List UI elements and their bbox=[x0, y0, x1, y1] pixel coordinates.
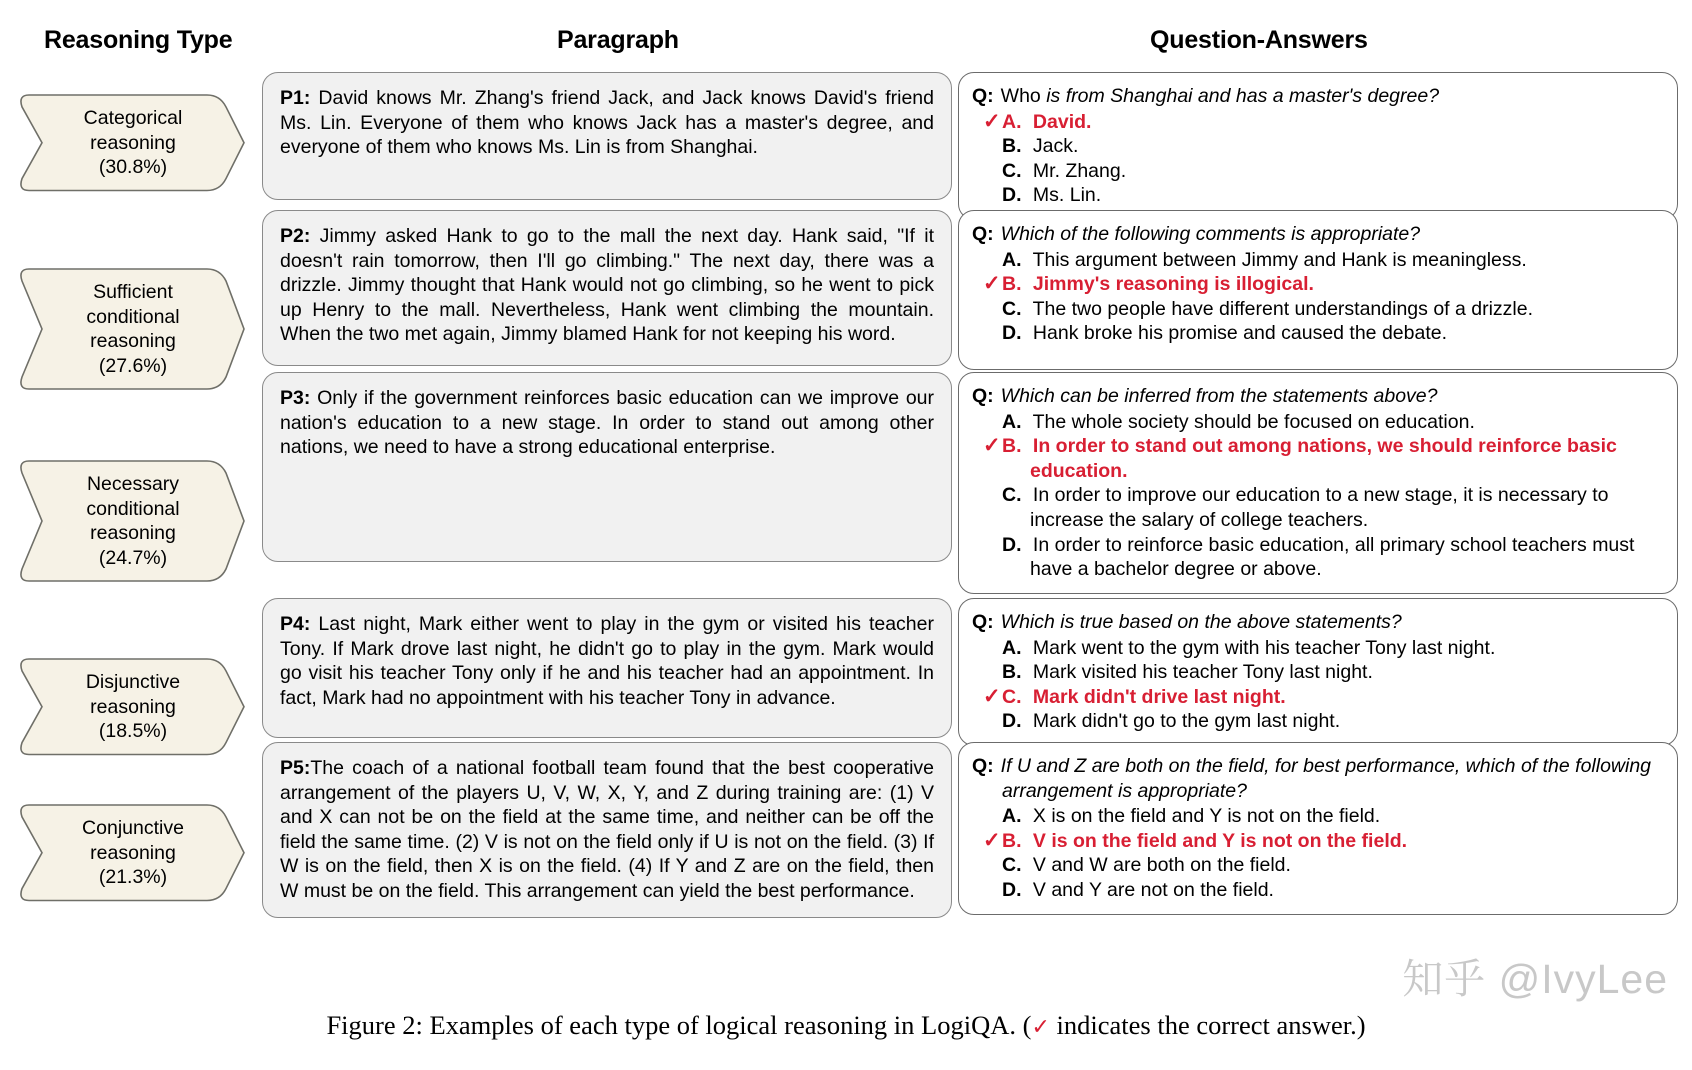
watermark-text: 知乎 @IvyLee bbox=[1402, 956, 1668, 1002]
reasoning-type-badge bbox=[16, 804, 246, 902]
paragraph-text: David knows Mr. Zhang's friend Jack, and Jack knows David's friend Ms. Lin. Everyone of them who knows Jack has a master's degree, and everyone of them who knows Ms. Lin is from Shanghai. bbox=[280, 87, 934, 159]
option-letter: C. bbox=[1002, 297, 1022, 320]
reasoning-type-percent: (30.8%) bbox=[98, 156, 168, 178]
option-letter: B. bbox=[1002, 829, 1022, 852]
option-text: V is on the field and Y is not on the field. bbox=[1027, 829, 1408, 852]
answer-option[interactable] bbox=[972, 804, 1663, 829]
question-line bbox=[972, 754, 1663, 803]
answer-option[interactable] bbox=[972, 878, 1663, 903]
answer-option[interactable] bbox=[972, 183, 1663, 208]
check-icon: ✓ bbox=[1031, 1014, 1050, 1039]
option-text: The whole society should be focused on education. bbox=[1027, 410, 1475, 433]
reasoning-type-label: Necessary conditional reasoning bbox=[86, 473, 180, 544]
option-text: In order to reinforce basic education, all primary school teachers must have a bachelor degree or above. bbox=[1027, 533, 1635, 581]
example-row bbox=[0, 742, 1692, 904]
reasoning-type-cell bbox=[16, 804, 246, 902]
question-answers-cell bbox=[958, 372, 1678, 594]
option-text: This argument between Jimmy and Hank is meaningless. bbox=[1027, 248, 1527, 271]
question-answers-cell bbox=[958, 72, 1678, 220]
reasoning-type-label: Sufficient conditional reasoning bbox=[86, 281, 180, 352]
watermark bbox=[1402, 946, 1668, 1005]
option-text: David. bbox=[1027, 110, 1092, 133]
header-paragraph: Paragraph bbox=[557, 26, 679, 54]
option-text: Mark visited his teacher Tony last night. bbox=[1027, 661, 1373, 684]
option-text: X is on the field and Y is not on the field. bbox=[1027, 805, 1381, 828]
question-marker: Q: bbox=[972, 755, 994, 777]
answer-option-correct[interactable] bbox=[972, 110, 1663, 135]
paragraph-box bbox=[262, 742, 952, 918]
option-letter: C. bbox=[1002, 484, 1022, 507]
reasoning-type-badge bbox=[16, 658, 246, 756]
answer-option[interactable] bbox=[972, 410, 1663, 435]
question-line bbox=[972, 222, 1663, 247]
caption-before: Figure 2: Examples of each type of logical reasoning in LogiQA. ( bbox=[326, 1010, 1032, 1040]
reasoning-type-percent: (18.5%) bbox=[98, 720, 168, 742]
question-answers-cell bbox=[958, 210, 1678, 370]
paragraph-id: P4: bbox=[280, 613, 311, 635]
option-text: The two people have different understandings of a drizzle. bbox=[1027, 297, 1534, 320]
option-letter: C. bbox=[1002, 854, 1022, 877]
option-letter: D. bbox=[1002, 184, 1022, 207]
option-letter: A. bbox=[1002, 248, 1022, 271]
answer-option[interactable] bbox=[972, 297, 1663, 322]
paragraph-box bbox=[262, 210, 952, 366]
reasoning-type-badge bbox=[16, 94, 246, 192]
reasoning-type-cell bbox=[16, 94, 246, 192]
question-line bbox=[972, 84, 1663, 109]
option-text: V and W are both on the field. bbox=[1027, 854, 1291, 877]
answer-option[interactable] bbox=[972, 533, 1663, 582]
paragraph-text: Last night, Mark either went to play in the gym or visited his teacher Tony. If Mark drove last night, he didn't go to play in the gym. Mark would go visit his teacher Tony only if he and his teacher had an appointment. In fact, Mark had no appointment with his teacher Tony in advance. bbox=[280, 613, 934, 709]
question-text: Which is true based on the above statements? bbox=[1000, 611, 1402, 633]
question-line bbox=[972, 610, 1663, 635]
check-icon: ✓ bbox=[983, 434, 1001, 458]
question-text: is from Shanghai and has a master's degree? bbox=[1046, 85, 1440, 107]
option-text: Ms. Lin. bbox=[1027, 184, 1102, 207]
option-letter: A. bbox=[1002, 636, 1022, 659]
option-letter: B. bbox=[1002, 135, 1022, 158]
answer-option-correct[interactable] bbox=[972, 829, 1663, 854]
question-answers-box bbox=[958, 72, 1678, 220]
option-text: In order to improve our education to a new stage, it is necessary to increase the salary of college teachers. bbox=[1027, 484, 1609, 531]
question-answers-cell bbox=[958, 598, 1678, 746]
reasoning-type-label: Conjunctive reasoning bbox=[82, 817, 184, 864]
option-letter: A. bbox=[1002, 110, 1022, 133]
question-answers-box bbox=[958, 372, 1678, 594]
reasoning-type-cell bbox=[16, 460, 246, 582]
option-text: In order to stand out among nations, we should reinforce basic education. bbox=[1027, 435, 1617, 482]
option-text: Jack. bbox=[1027, 135, 1079, 158]
reasoning-type-label: Disjunctive reasoning bbox=[85, 671, 181, 718]
question-line bbox=[972, 384, 1663, 409]
option-letter: A. bbox=[1002, 410, 1022, 433]
question-marker: Q: bbox=[972, 85, 994, 107]
figure-caption bbox=[0, 1010, 1692, 1041]
reasoning-type-percent: (21.3%) bbox=[98, 866, 168, 888]
reasoning-type-cell bbox=[16, 658, 246, 756]
answer-option[interactable] bbox=[972, 483, 1663, 532]
option-letter: D. bbox=[1002, 878, 1022, 901]
paragraph-box bbox=[262, 72, 952, 200]
answer-option[interactable] bbox=[972, 159, 1663, 184]
option-letter: D. bbox=[1002, 533, 1022, 556]
answer-option[interactable] bbox=[972, 248, 1663, 273]
option-text: Mark didn't drive last night. bbox=[1027, 685, 1286, 708]
question-marker: Q: bbox=[972, 223, 994, 245]
question-marker: Q: bbox=[972, 611, 994, 633]
question-marker: Q: bbox=[972, 385, 994, 407]
question-text: If U and Z are both on the field, for best performance, which of the following arrangement is appropriate? bbox=[1000, 755, 1652, 802]
example-row bbox=[0, 210, 1692, 377]
example-row bbox=[0, 372, 1692, 594]
paragraph-cell bbox=[262, 742, 952, 918]
option-letter: D. bbox=[1002, 322, 1022, 345]
answer-option-correct[interactable] bbox=[972, 434, 1663, 483]
paragraph-box bbox=[262, 598, 952, 738]
paragraph-box bbox=[262, 372, 952, 562]
answer-option-correct[interactable] bbox=[972, 685, 1663, 710]
question-answers-cell bbox=[958, 742, 1678, 915]
option-letter: B. bbox=[1002, 661, 1022, 684]
reasoning-type-label: Categorical reasoning bbox=[83, 107, 183, 154]
reasoning-type-percent: (24.7%) bbox=[98, 546, 168, 569]
header-reasoning-type: Reasoning Type bbox=[44, 26, 233, 54]
reasoning-type-badge bbox=[16, 268, 246, 390]
paragraph-text: Jimmy asked Hank to go to the mall the next day. Hank said, "If it doesn't rain tomorrow, then I'll go climbing." The next day, there was a drizzle. Jimmy thought that Hank would not go climbing, so he went to pick up Henry to the mall. Nevertheless, Hank went climbing the mountain. When the two met again, Jimmy blamed Hank for not keeping his word. bbox=[280, 225, 934, 346]
answer-option[interactable] bbox=[972, 134, 1663, 159]
option-text: V and Y are not on the field. bbox=[1027, 878, 1274, 901]
option-letter: B. bbox=[1002, 273, 1022, 296]
paragraph-cell bbox=[262, 72, 952, 200]
check-icon: ✓ bbox=[983, 684, 1001, 708]
option-text: Mr. Zhang. bbox=[1027, 159, 1127, 182]
option-text: Jimmy's reasoning is illogical. bbox=[1027, 273, 1314, 296]
reasoning-type-percent: (27.6%) bbox=[98, 354, 168, 377]
question-answers-box bbox=[958, 598, 1678, 746]
check-icon: ✓ bbox=[983, 272, 1001, 296]
check-icon: ✓ bbox=[983, 109, 1001, 133]
header-question-answers: Question-Answers bbox=[1150, 26, 1368, 54]
answer-option[interactable] bbox=[972, 853, 1663, 878]
question-text: Which of the following comments is appropriate? bbox=[1000, 223, 1421, 245]
check-icon: ✓ bbox=[983, 828, 1001, 852]
paragraph-id: P2: bbox=[280, 225, 311, 247]
paragraph-id: P3: bbox=[280, 387, 311, 409]
option-letter: C. bbox=[1002, 685, 1022, 708]
option-letter: C. bbox=[1002, 159, 1022, 182]
example-row bbox=[0, 598, 1692, 742]
question-lead: Who bbox=[1000, 85, 1047, 107]
option-text: Hank broke his promise and caused the debate. bbox=[1027, 322, 1448, 345]
option-letter: A. bbox=[1002, 805, 1022, 828]
reasoning-type-badge bbox=[16, 460, 246, 582]
reasoning-type-cell bbox=[16, 268, 246, 390]
question-text: Which can be inferred from the statements above? bbox=[1000, 385, 1438, 407]
paragraph-cell bbox=[262, 210, 952, 366]
column-headers bbox=[0, 26, 1692, 66]
paragraph-id: P1: bbox=[280, 87, 311, 109]
caption-after: indicates the correct answer.) bbox=[1049, 1010, 1366, 1040]
option-letter: B. bbox=[1002, 435, 1022, 458]
paragraph-text: Only if the government reinforces basic education can we improve our nation's education to a new stage. In order to stand out among other nations, we need to have a strong educational enterprise. bbox=[280, 387, 934, 459]
paragraph-cell bbox=[262, 598, 952, 738]
paragraph-text: The coach of a national football team found that the best cooperative arrangement of the players U, V, W, X, Y, and Z during training are: (1) V and X can not be on the field at the same time, and neither can be off the field the same time. (2) V is not on the field only if U is not on the field. (3) If W is on the field, then X is on the field. (4) If Y and Z are on the field, then W must be on the field. This arrangement can yield the best performance. bbox=[280, 757, 934, 902]
question-answers-box bbox=[958, 742, 1678, 915]
answer-option[interactable] bbox=[972, 709, 1663, 734]
answer-option-correct[interactable] bbox=[972, 272, 1663, 297]
option-letter: D. bbox=[1002, 710, 1022, 733]
answer-option[interactable] bbox=[972, 660, 1663, 685]
answer-option[interactable] bbox=[972, 636, 1663, 661]
question-answers-box bbox=[958, 210, 1678, 370]
option-text: Mark didn't go to the gym last night. bbox=[1027, 710, 1341, 733]
option-text: Mark went to the gym with his teacher Tony last night. bbox=[1027, 636, 1496, 659]
answer-option[interactable] bbox=[972, 321, 1663, 346]
paragraph-cell bbox=[262, 372, 952, 562]
paragraph-id: P5: bbox=[280, 757, 311, 779]
example-row bbox=[0, 72, 1692, 207]
